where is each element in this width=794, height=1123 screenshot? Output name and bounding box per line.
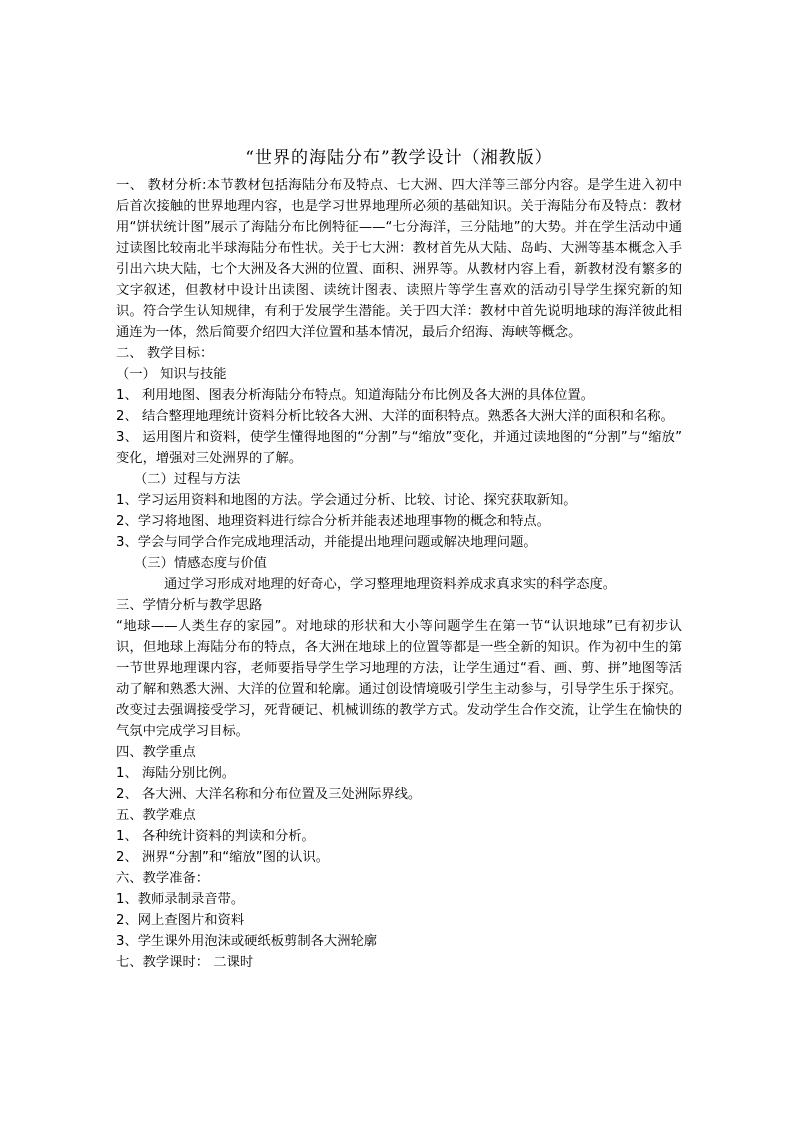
attitude-text: 通过学习形成对地理的好奇心，学习整理地理资料养成求真求实的科学态度。	[164, 577, 617, 592]
goal-item-3: 3、 运用图片和资料，使学生懂得地图的“分割”与“缩放”变化，并通过读地图的“分割”与“缩放” 变化，增强对三处洲界的了解。	[116, 430, 682, 466]
section-3-heading: 三、学情分析与教学思路	[116, 598, 263, 613]
subsection-1-heading: （一） 知识与技能	[116, 367, 227, 382]
prep-item-3: 3、学生课外用泡沫或硬纸板剪制各大洲轮廓	[116, 934, 378, 949]
subsection-2-heading: （二）过程与方法	[134, 472, 241, 487]
document-page	[116, 145, 682, 973]
keypoint-item-2: 2、 各大洲、大洋名称和分布位置及三处洲际界线。	[116, 787, 422, 802]
subsection-3-heading: （三）情感态度与价值	[134, 556, 267, 571]
section-3-text: “地球——人类生存的家园”。对地球的形状和大小等问题学生在第一节“认识地球”已有初步认识，但地球上海陆分布的特点，各大洲在地球上的位置等都是一些全新的知识。作为初中生的第一节世界地理课内容，老师要指导学生学习地理的方法，让学生通过“看、画、剪、拼”地图等活动了解和熟悉大洲、大洋的位置和轮廓。通过创设情境吸引学生主动参与，引导学生乐于探究。改变过去强调接受学习，死背硬记、机械训练的教学方式。发动学生合作交流，让学生在愉快的气氛中完成学习目标。	[116, 619, 682, 739]
section-6-heading: 六、教学准备：	[116, 871, 210, 886]
goal-item-1: 1、 利用地图、图表分析海陆分布特点。知道海陆分布比例及各大洲的具体位置。	[116, 388, 595, 403]
section-5-heading: 五、教学难点	[116, 808, 196, 823]
keypoint-item-1: 1、 海陆分别比例。	[116, 766, 236, 781]
difficulty-item-1: 1、 各种统计资料的判读和分析。	[116, 829, 315, 844]
prep-item-1: 1、教师录制录音带。	[116, 892, 245, 907]
prep-item-2: 2、网上查图片和资料	[116, 913, 245, 928]
section-2-heading: 二、 教学目标：	[116, 346, 214, 361]
section-7-heading: 七、教学课时： 二课时	[116, 955, 254, 970]
section-4-heading: 四、教学重点	[116, 745, 196, 760]
method-item-1: 1、学习运用资料和地图的方法。学会通过分析、比较、讨论、探究获取新知。	[116, 493, 577, 508]
difficulty-item-2: 2、 洲界“分割”和“缩放”图的认识。	[116, 850, 330, 865]
method-item-2: 2、学习将地图、地理资料进行综合分析并能表述地理事物的概念和特点。	[116, 514, 550, 529]
section-1-text: 一、 教材分析:本节教材包括海陆分布及特点、七大洲、四大洋等三部分内容。是学生进入初中后首次接触的世界地理内容，也是学习世界地理所必须的基础知识。关于海陆分布及特点：教材用“饼状统计图”展示了海陆分布比例特征——“七分海洋，三分陆地”的大势。并在学生活动中通过读图比较南北半球海陆分布性状。关于七大洲：教材首先从大陆、岛屿、大洲等基本概念入手引出六块大陆，七个大洲及各大洲的位置、面积、洲界等。从教材内容上看，新教材没有繁多的文字叙述，但教材中设计出读图、读统计图表、读照片等学生喜欢的活动引导学生探究新的知识。符合学生认知规律，有利于发展学生潜能。关于四大洋：教材中首先说明地球的海洋彼此相通连为一体，然后简要介绍四大洋位置和基本情况，最后介绍海、海峡等概念。	[116, 178, 682, 340]
method-item-3: 3、学会与同学合作完成地理活动，并能提出地理问题或解决地理问题。	[116, 535, 537, 550]
document-title: “世界的海陆分布”教学设计（湘教版）	[245, 148, 553, 168]
goal-item-2: 2、 结合整理地理统计资料分析比较各大洲、大洋的面积特点。熟悉各大洲大洋的面积和名称。	[116, 409, 674, 424]
